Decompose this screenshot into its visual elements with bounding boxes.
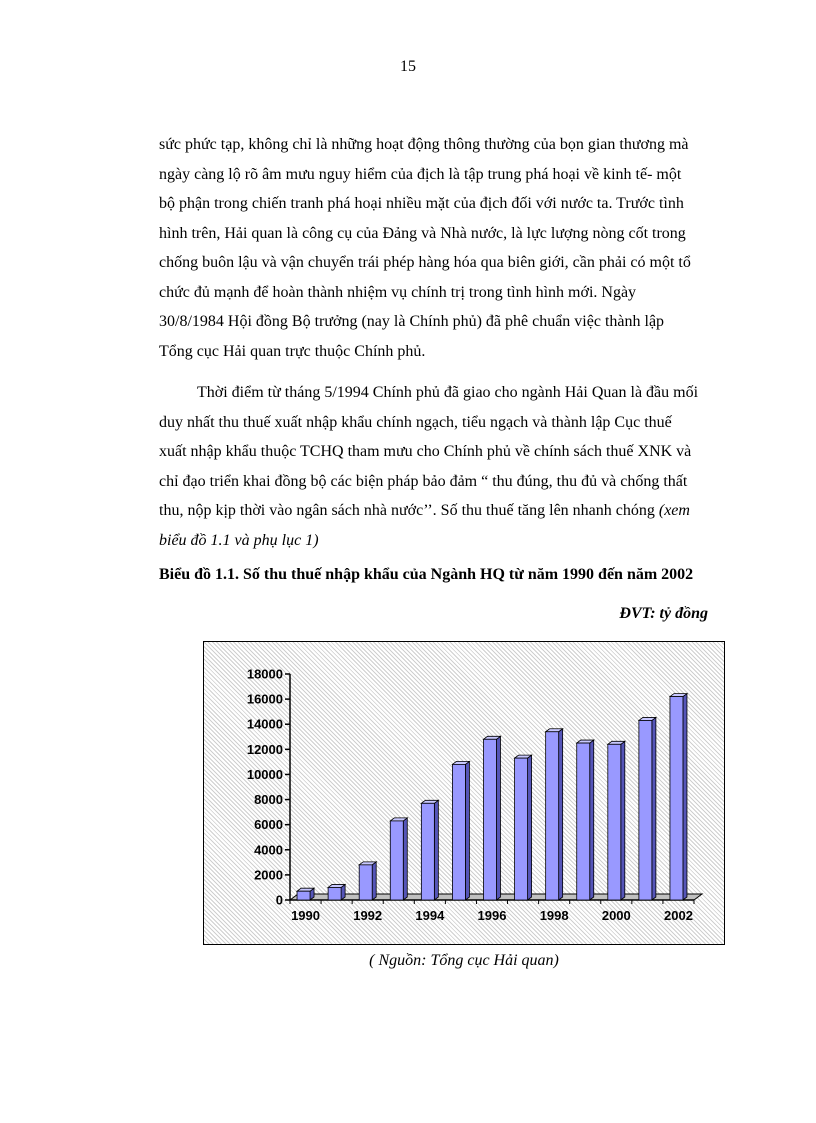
bar-side: [559, 729, 563, 900]
bar: [515, 758, 528, 900]
paragraph-line: [159, 526, 708, 556]
y-tick-label: 8000: [254, 792, 283, 808]
paragraph-text: thu, nộp kịp thời vào ngân sách nhà nước’’. Số thu thuế tăng lên nhanh chóng: [159, 502, 655, 519]
paragraph-1: [159, 130, 708, 366]
y-tick-label: 6000: [254, 817, 283, 833]
paragraph-line: bộ phận trong chiến tranh phá hoại nhiều mặt của địch đối với nước ta. Trước tình: [159, 195, 684, 212]
bar-side: [621, 741, 625, 900]
figure-reference: (xem: [658, 502, 690, 519]
x-tick-label: 1996: [477, 908, 507, 923]
x-tick-label: 1998: [539, 908, 569, 923]
y-tick-label: 2000: [254, 867, 283, 883]
bar: [421, 803, 434, 900]
bar: [608, 744, 621, 900]
bar: [546, 732, 559, 900]
bar: [452, 764, 465, 900]
bar: [390, 821, 403, 900]
paragraph-line: hình trên, Hải quan là công cụ của Đảng và Nhà nước, là lực lượng nòng cốt trong: [159, 224, 686, 242]
x-tick-label: 1992: [353, 908, 383, 923]
paragraph-line: [159, 496, 708, 526]
chart-container: [203, 641, 725, 945]
x-tick-label: 2000: [601, 908, 631, 923]
y-tick-label: 14000: [246, 716, 283, 732]
paragraph-line: 30/8/1984 Hội đồng Bộ trưởng (nay là Chính phủ) đã phê chuẩn việc thành lập: [159, 313, 665, 330]
x-tick-label: 2002: [664, 908, 693, 923]
paragraph-line: Thời điểm từ tháng 5/1994 Chính phủ đã giao cho ngành Hải Quan là đầu mối: [197, 384, 699, 401]
bar-side: [372, 862, 376, 900]
paragraph-line: chỉ đạo triển khai đồng bộ các biện pháp bảo đảm “ thu đúng, thu đủ và chống thất: [159, 472, 688, 490]
y-tick-label: 16000: [246, 691, 283, 707]
bar: [484, 739, 497, 900]
figure-reference-continued: biểu đồ 1.1 và phụ lục 1): [159, 531, 319, 549]
paragraph-line: chống buôn lậu và vận chuyển trái phép hàng hóa qua biên giới, cần phải có một tổ: [159, 254, 691, 271]
bar: [670, 697, 683, 900]
page-number: 15: [400, 58, 416, 75]
paragraph-line: duy nhất thu thuế xuất nhập khẩu chính ngạch, tiểu ngạch và thành lập Cục thuế: [159, 413, 672, 431]
y-tick-label: 12000: [246, 741, 283, 757]
paragraph-line: Tổng cục Hải quan trực thuộc Chính phủ.: [159, 342, 426, 360]
paragraph-line: ngày càng lộ rõ âm mưu nguy hiểm của địch là tập trung phá hoại về kinh tế- một: [159, 165, 682, 183]
paragraph-line: xuất nhập khẩu thuộc TCHQ tham mưu cho Chính phủ về chính sách thuế XNK và: [159, 443, 692, 460]
x-tick-label: 1990: [291, 908, 320, 923]
y-tick-label: 10000: [246, 766, 283, 782]
y-tick-label: 0: [275, 892, 283, 908]
bar: [639, 720, 652, 900]
bar-side: [465, 761, 469, 900]
paragraph-2: [159, 378, 708, 555]
y-tick-label: 18000: [246, 666, 283, 682]
bar-side: [403, 818, 407, 900]
paragraph-line: sức phức tạp, không chỉ là những hoạt động thông thường của bọn gian thương mà: [159, 136, 689, 153]
bar: [297, 891, 310, 900]
y-tick-label: 4000: [254, 842, 283, 858]
chart-caption: Biểu đồ 1.1. Số thu thuế nhập khẩu của Ngành HQ từ năm 1990 đến năm 2002: [159, 566, 694, 583]
x-tick-label: 1994: [415, 908, 445, 923]
bar-side: [652, 717, 656, 900]
bar-chart: [204, 642, 724, 944]
bar-side: [434, 800, 438, 900]
bar-side: [497, 736, 501, 900]
bar-side: [683, 694, 687, 900]
chart-source: ( Nguồn: Tổng cục Hải quan): [369, 952, 559, 969]
bar-side: [590, 740, 594, 900]
bar: [577, 743, 590, 900]
bar: [328, 887, 341, 900]
bar: [359, 865, 372, 900]
chart-unit: ĐVT: tỷ đồng: [619, 605, 708, 622]
paragraph-line: chức đủ mạnh để hoàn thành nhiệm vụ chính trị trong tình hình mới. Ngày: [159, 283, 637, 301]
bar-side: [528, 755, 532, 900]
